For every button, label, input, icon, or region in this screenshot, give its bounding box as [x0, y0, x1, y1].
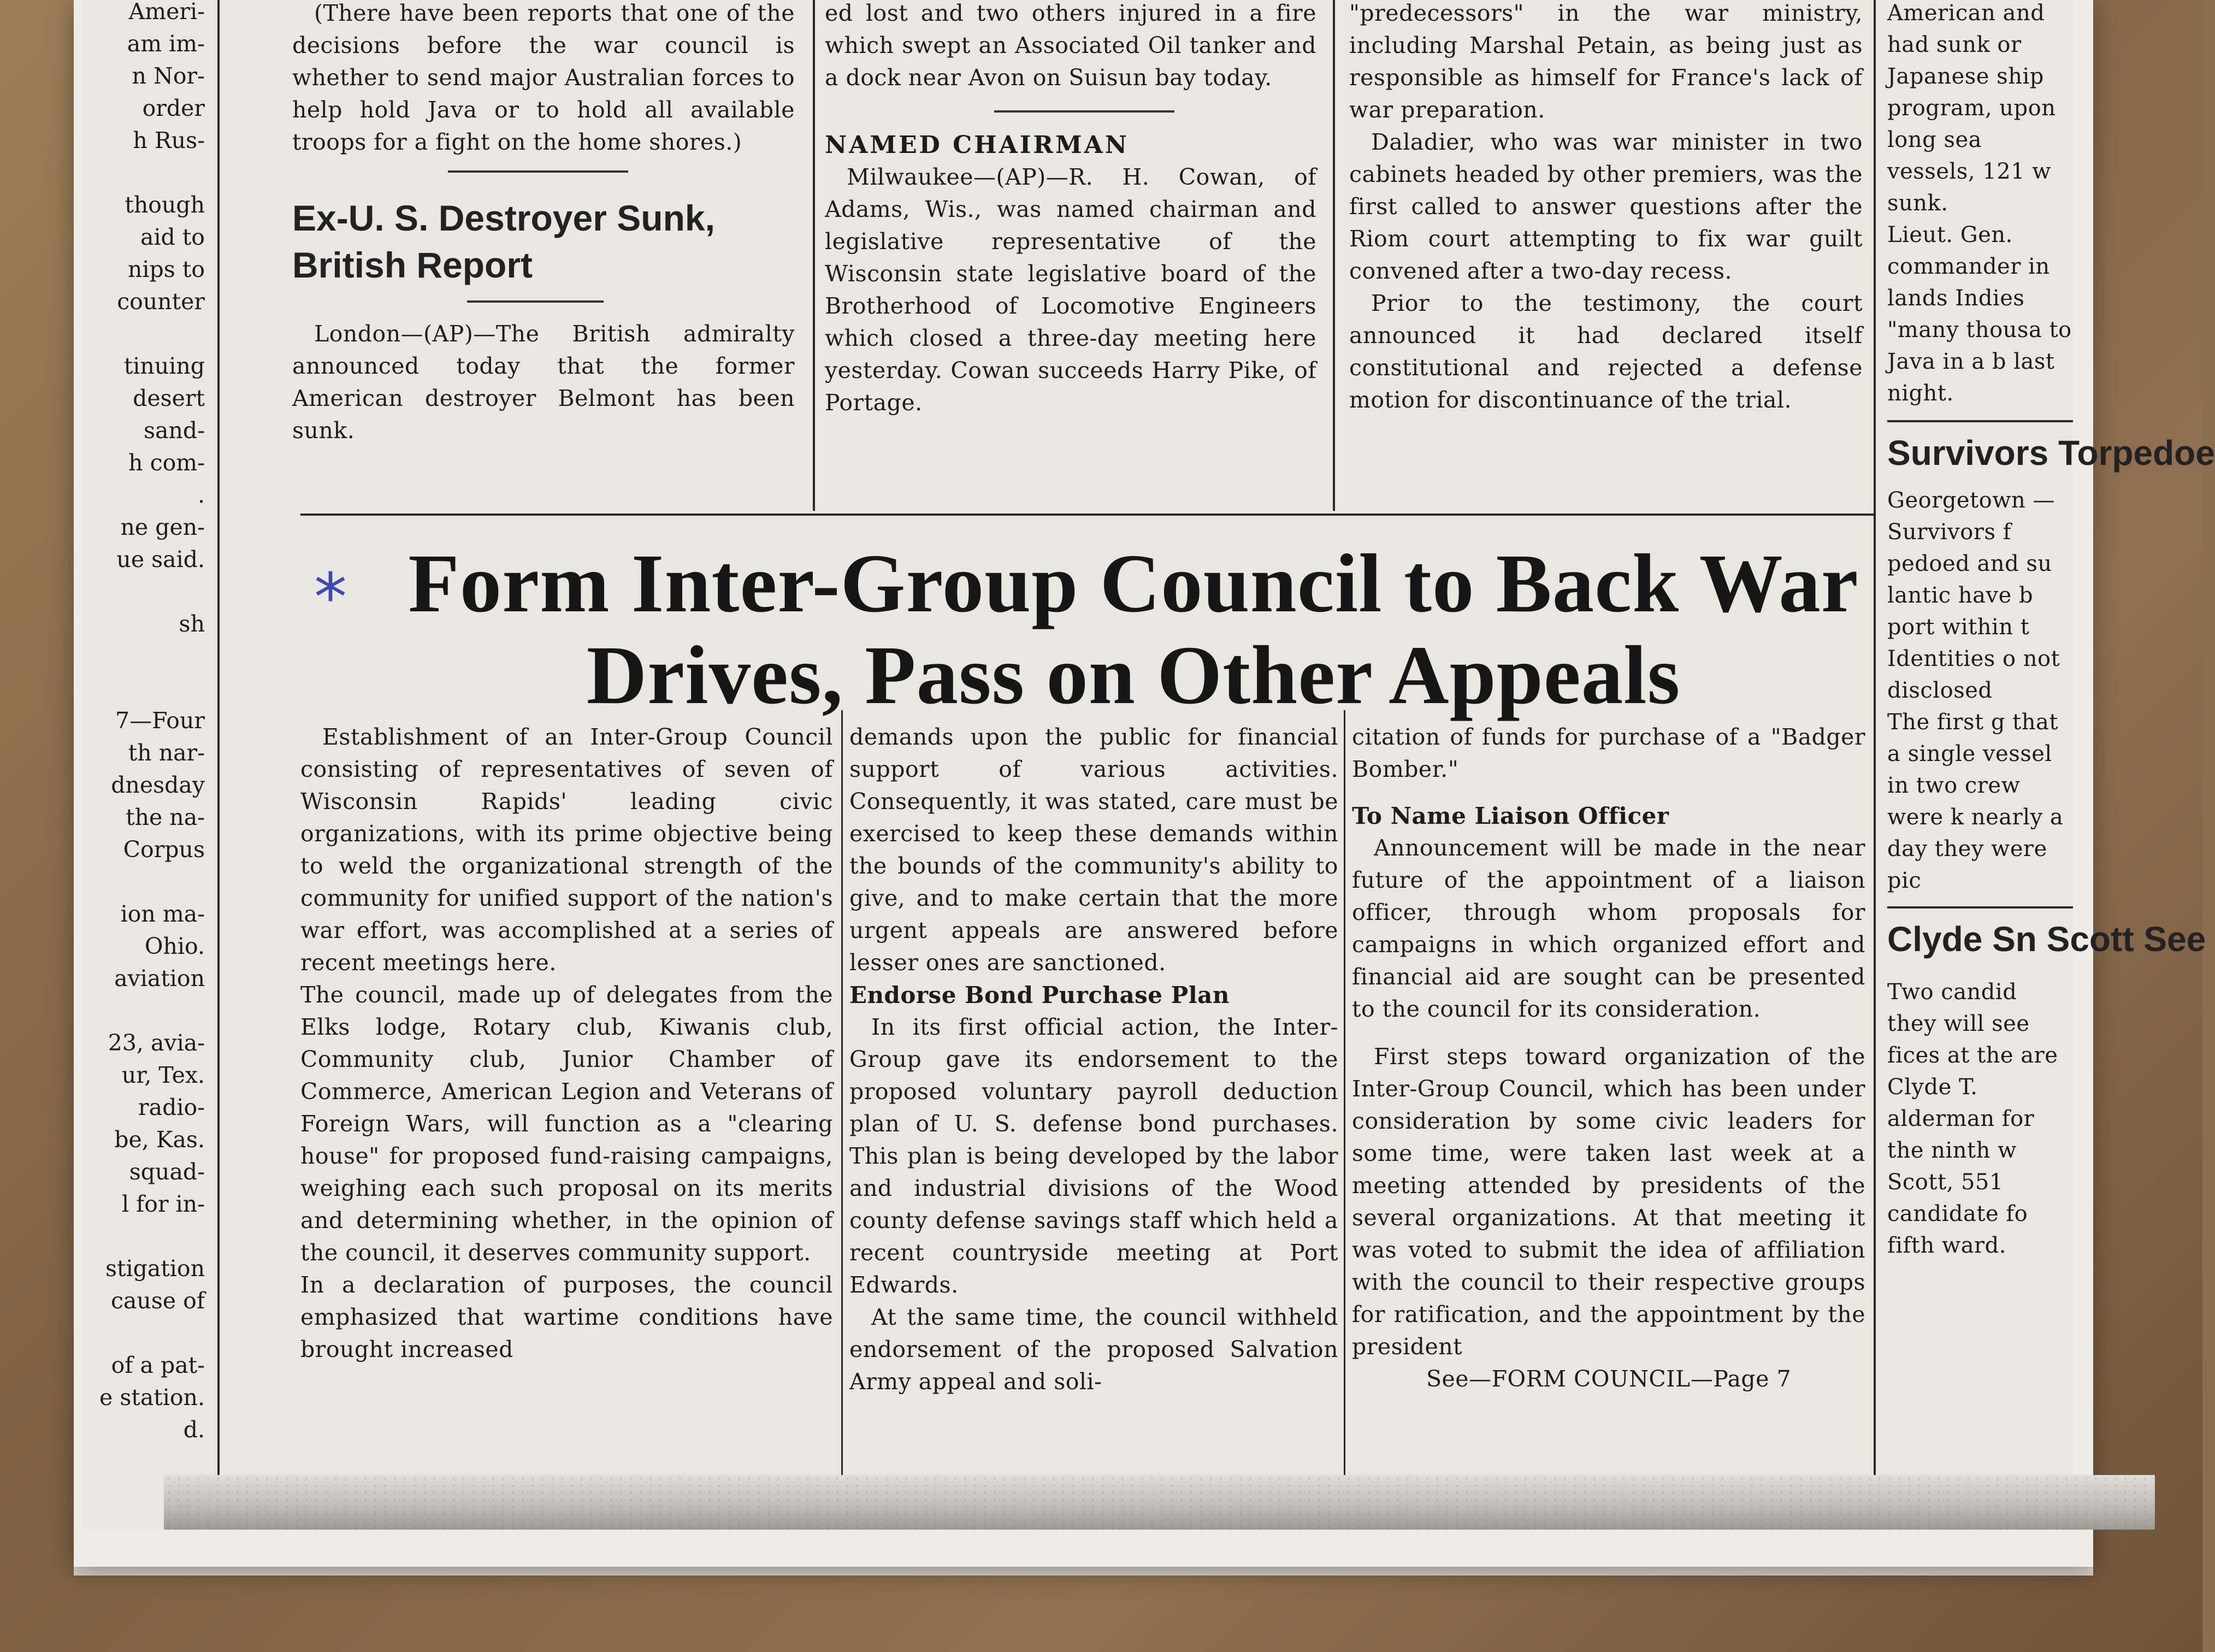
fragment-line	[90, 672, 205, 705]
fragment-line: ne gen-	[120, 514, 205, 540]
fragment-line: be, Kas.	[114, 1126, 205, 1153]
fragment-line: aviation	[114, 965, 205, 992]
survivors-headline: Survivors Torpedoe	[1887, 433, 2215, 473]
fragment-line	[90, 1220, 205, 1253]
fragment-line: 7—Four	[115, 707, 205, 734]
clyde-headline: Clyde Sn Scott See	[1887, 919, 2206, 959]
fragment-line: sh	[179, 611, 205, 637]
column-rule	[1874, 0, 1876, 1475]
fragment-line: am im-	[127, 31, 205, 57]
fragment-line	[90, 576, 205, 608]
fragment-line: Ohio.	[144, 933, 205, 959]
fragment-line: counter	[117, 288, 205, 315]
fragment-line	[90, 318, 205, 350]
fragment-line	[90, 995, 205, 1027]
main-story-column-3	[1352, 721, 1865, 1475]
right-top-fragment: American and had sunk or Japanese ship program, upon long sea vessels, 121 w sunk. Lieut. Gen. commander in lands Indies "many thousa to Java in a b last night.	[1887, 1, 2072, 406]
fragment-line: dnesday	[111, 772, 205, 798]
fragment-line: aid to	[140, 224, 205, 250]
liaison-subhead: To Name Liaison Officer	[1352, 803, 1669, 829]
fragment-line	[90, 866, 205, 898]
daladier-p1: "predecessors" in the war ministry, including Marshal Petain, as being just as responsible as himself for France's lack of war preparation.	[1349, 0, 1863, 123]
fragment-line: stigation	[105, 1255, 205, 1282]
story-rule	[300, 514, 1874, 516]
daladier-p3: Prior to the testimony, the court announced it had declared itself constitutional and rejected a defense motion for discontinuance of the trial.	[1349, 290, 1863, 413]
destroyer-story: London—(AP)—The British admiralty announced today that the former American destroyer Belmont has been sunk.	[292, 321, 795, 444]
handwritten-asterisk-mark: *	[314, 560, 347, 636]
daladier-p2: Daladier, who was war minister in two cabinets headed by other premiers, was the first called to answer questions after the Riom court attempting to fix war guilt convened after a two-day recess.	[1349, 129, 1863, 284]
fragment-line: squad-	[129, 1159, 205, 1185]
top-column-c	[1349, 0, 1863, 505]
fragment-line: sand-	[144, 417, 205, 444]
story-col3-p3: First steps toward organization of the Inter-Group Council, which has been under consideration by some civic leaders for some time, were taken last week at a meeting attended by presidents of the several organizations. At that meeting it was voted to submit the idea of affiliation with the council to their respective groups for ratification, and the appointment by the president	[1352, 1043, 1865, 1360]
fragment-line: of a pat-	[111, 1352, 205, 1378]
fragment-line: tinuing	[123, 353, 205, 379]
fragment-line: radio-	[138, 1094, 205, 1120]
destroyer-headline: Ex-U. S. Destroyer Sunk, British Report	[292, 198, 715, 285]
war-council-note: (There have been reports that one of the decisions before the war council is whether to send major Australian forces to help hold Java or to hold all available troops for a fight on the home shores.)	[292, 0, 795, 155]
story-col2-p2: In its first official action, the Inter-Group gave its endorsement to the proposed voluntary payroll deduction plan of U. S. defense bond purchases. This plan is being developed by the labor and industrial divisions of the Wood county defense savings staff which held a recent countryside meeting at Port Edwards.	[849, 1014, 1338, 1298]
main-story-column-1	[300, 721, 833, 1475]
fragment-line	[90, 640, 205, 672]
fragment-line: ur, Tex.	[121, 1062, 205, 1088]
top-column-a	[292, 0, 795, 505]
divider	[467, 300, 604, 303]
divider	[1887, 906, 2073, 908]
survivors-story: Georgetown —Survivors f pedoed and su lantic have b port within t Identities o not disclosed The first g that a single vessel in two crew were k nearly a day they were pic	[1887, 488, 2064, 893]
photocopy-noise	[164, 1475, 2155, 1530]
newspaper-clipping	[82, 0, 2215, 1530]
fragment-line: l for in-	[121, 1191, 205, 1217]
fragment-line: Corpus	[123, 836, 205, 863]
column-rule	[1333, 0, 1335, 511]
left-edge-text-fragments	[90, 0, 205, 1471]
column-rule	[813, 0, 815, 511]
oil-tanker-fire-text: ed lost and two others injured in a fire which swept an Associated Oil tanker and a dock near Avon on Suisun bay today.	[825, 0, 1316, 91]
fragment-line: nips to	[128, 256, 205, 282]
story-col2-p3: At the same time, the council withheld endorsement of the proposed Salvation Army appeal and soli-	[849, 1304, 1338, 1395]
divider	[1887, 420, 2073, 422]
fragment-line: cause of	[110, 1288, 205, 1314]
divider	[994, 110, 1174, 113]
fragment-line: desert	[133, 385, 205, 411]
column-rule	[217, 0, 220, 1475]
fragment-line: order	[142, 95, 205, 121]
fragment-line: ion ma-	[120, 901, 205, 927]
clyde-story: Two candid they will see fices at the are Clyde T. alderman for the ninth w Scott, 551 candidate fo fifth ward.	[1887, 980, 2058, 1258]
story-col1-text: Establishment of an Inter-Group Council consisting of representatives of seven of Wisconsin Rapids' leading civic organizations, with its prime objective being to weld the organizational strength of the community for unified support of the nation's war effort, was accomplished at a series of recent meetings here. The council, made up of delegates from the Elks lodge, Rotary club, Kiwanis club, Community club, Junior Chamber of Commerce, American Legion and Veterans of Foreign Wars, will function as a "clearing house" for proposed fund-raising campaigns, weighing each such proposal on its merits and determining whether, in the opinion of the council, it deserves community support. In a declaration of purposes, the council emphasized that wartime conditions have brought increased	[300, 724, 833, 1362]
fragment-line	[90, 1317, 205, 1349]
bond-plan-subhead: Endorse Bond Purchase Plan	[849, 982, 1230, 1008]
main-story-column-2	[849, 721, 1338, 1475]
top-column-b	[825, 0, 1316, 505]
paper-edge	[74, 1567, 2093, 1576]
fragment-line: e station.	[99, 1384, 205, 1411]
story-col3-p2: Announcement will be made in the near future of the appointment of a liaison officer, through whom proposals for campaigns in which organized effort and financial aid are sought can be presented to the council for its consideration.	[1352, 835, 1865, 1022]
fragment-line: n Nor-	[132, 63, 205, 89]
fragment-line: th nar-	[128, 740, 205, 766]
fragment-line	[90, 157, 205, 189]
fragment-line: 23, avia-	[108, 1030, 205, 1056]
fragment-line: ue said.	[116, 546, 205, 573]
fragment-line: Ameri-	[128, 0, 205, 25]
fragment-line: the na-	[126, 804, 205, 830]
jump-line: See—FORM COUNCIL—Page 7	[1426, 1366, 1792, 1392]
column-rule	[841, 710, 843, 1475]
fragment-line: h com-	[128, 450, 205, 476]
named-chairman-story: Milwaukee—(AP)—R. H. Cowan, of Adams, Wis., was named chairman and legislative representative of the Wisconsin state legislative board of the Brotherhood of Locomotive Engineers which closed a three-day meeting here yesterday. Cowan succeeds Harry Pike, of Portage.	[825, 164, 1316, 416]
right-edge-column	[1887, 0, 2215, 1472]
column-rule	[1344, 710, 1345, 1475]
fragment-line: though	[125, 192, 205, 218]
fragment-line: d.	[183, 1417, 205, 1443]
story-col3-p1: citation of funds for purchase of a "Badger Bomber."	[1352, 724, 1865, 782]
fragment-line: h Rus-	[133, 127, 205, 154]
fragment-line: .	[197, 482, 205, 508]
divider	[448, 170, 628, 173]
story-col2-p1: demands upon the public for financial support of various activities. Consequently, it was stated, care must be exercised to keep these demands within the bounds of the community's ability to give, and to make certain that the more urgent appeals are answered before lesser ones are sanctioned.	[849, 724, 1338, 976]
main-headline: Form Inter-Group Council to Back War Drives, Pass on Other Appeals	[408, 538, 1859, 722]
named-chairman-heading: NAMED CHAIRMAN	[825, 131, 1130, 159]
